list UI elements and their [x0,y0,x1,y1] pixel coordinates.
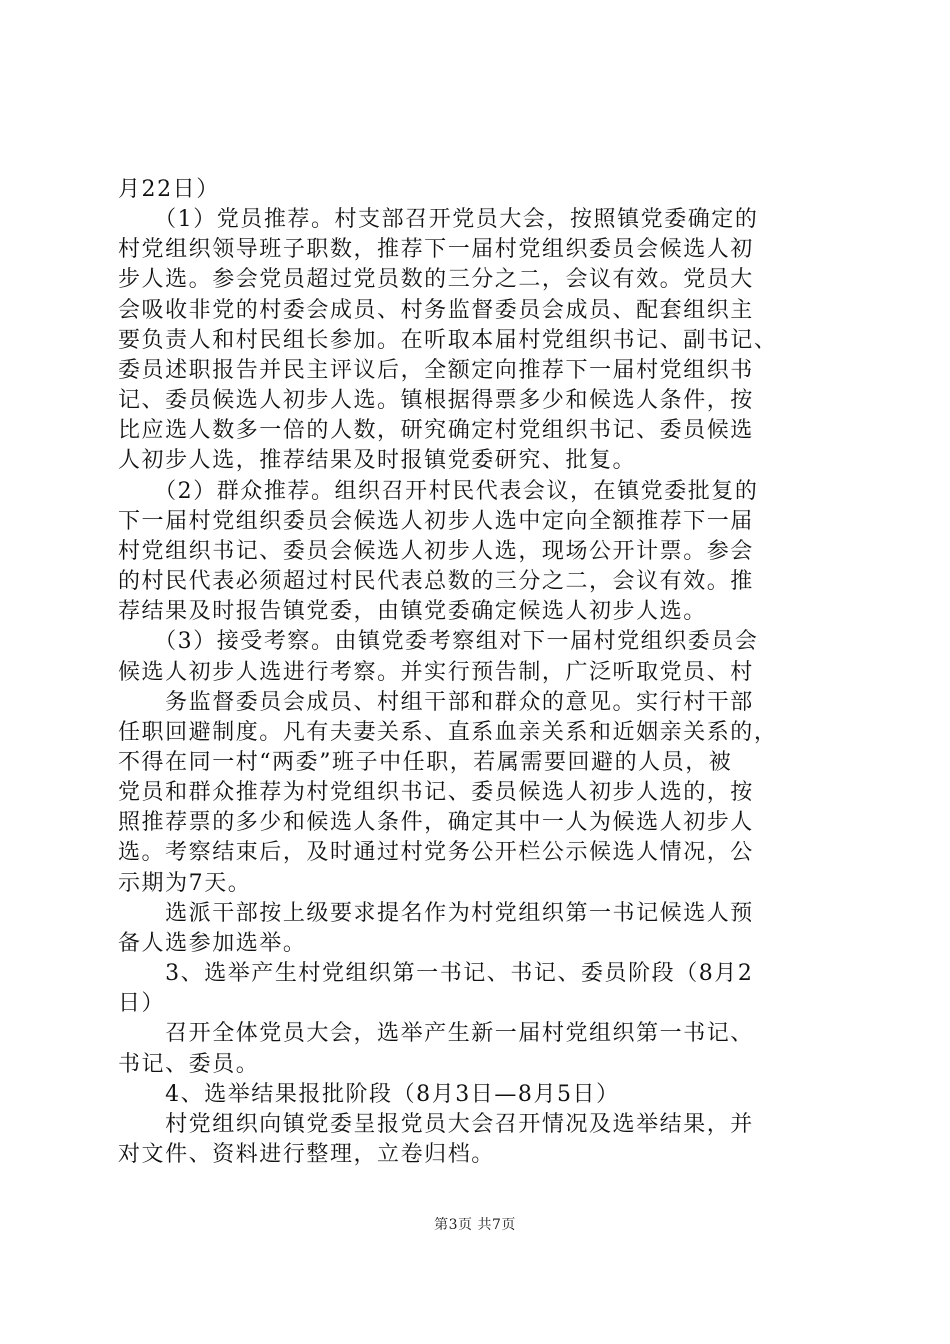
body-text-line: 候选人初步人选进行考察。并实行预告制，广泛听取党员、村 [118,660,754,685]
body-text-line: 人初步人选，推荐结果及时报镇党委研究、批复。 [118,448,637,473]
body-text-line: 选派干部按上级要求提名作为村党组织第一书记候选人预 [118,901,754,926]
body-text-line: 比应选人数多一倍的人数，研究确定村党组织书记、委员候选 [118,418,754,443]
body-text-line: 村党组织向镇党委呈报党员大会召开情况及选举结果，并 [118,1112,754,1137]
body-text-line: 步人选。参会党员超过党员数的三分之二，会议有效。党员大 [118,267,754,292]
body-text-line: 村党组织书记、委员会候选人初步人选，现场公开计票。参会 [118,539,754,564]
body-text-line: （2）群众推荐。组织召开村民代表会议，在镇党委批复的 [118,479,759,504]
body-text-line: 会吸收非党的村委会成员、村务监督委员会成员、配套组织主 [118,298,754,323]
body-text-line: （1）党员推荐。村支部召开党员大会，按照镇党委确定的 [118,207,759,232]
body-text-line: 书记、委员。 [118,1052,260,1077]
page-footer: 第3页 共7页 [434,1217,516,1233]
body-text-line: 要负责人和村民组长参加。在听取本届村党组织书记、副书记、 [118,328,778,353]
section-heading-line: 3、选举产生村党组织第一书记、书记、委员阶段（8月2 [118,961,754,986]
body-text-line: 务监督委员会成员、村组干部和群众的意见。实行村干部 [118,690,754,715]
body-text-line: 月22日） [118,177,220,202]
body-text-line: 记、委员候选人初步人选。镇根据得票多少和候选人条件，按 [118,388,754,413]
body-text-line: 任职回避制度。凡有夫妻关系、直系血亲关系和近姻亲关系的， [118,720,778,745]
body-text-line: 选。考察结束后，及时通过村党务公开栏公示候选人情况，公 [118,840,754,865]
body-text-line: 不得在同一村“两委”班子中任职，若属需要回避的人员，被 [118,750,733,775]
body-text-line: 荐结果及时报告镇党委，由镇党委确定候选人初步人选。 [118,599,707,624]
body-text-line: （3）接受考察。由镇党委考察组对下一届村党组织委员会 [118,629,759,654]
body-text-line: 对文件、资料进行整理，立卷归档。 [118,1142,495,1167]
section-heading-line: 日） [118,991,166,1016]
body-text-line: 召开全体党员大会，选举产生新一届村党组织第一书记、 [118,1021,754,1046]
body-text-line: 备人选参加选举。 [118,931,307,956]
body-text-line: 的村民代表必须超过村民代表总数的三分之二，会议有效。推 [118,569,754,594]
body-text-line: 照推荐票的多少和候选人条件，确定其中一人为候选人初步人 [118,810,754,835]
body-text-line: 下一届村党组织委员会候选人初步人选中定向全额推荐下一届 [118,509,754,534]
body-text-line: 示期为7天。 [118,871,252,896]
body-text-line: 党员和群众推荐为村党组织书记、委员候选人初步人选的，按 [118,780,754,805]
section-heading-line: 4、选举结果报批阶段（8月3日—8月5日） [118,1082,620,1107]
body-text-line: 委员述职报告并民主评议后，全额定向推荐下一届村党组织书 [118,358,754,383]
body-text-line: 村党组织领导班子职数，推荐下一届村党组织委员会候选人初 [118,237,754,262]
